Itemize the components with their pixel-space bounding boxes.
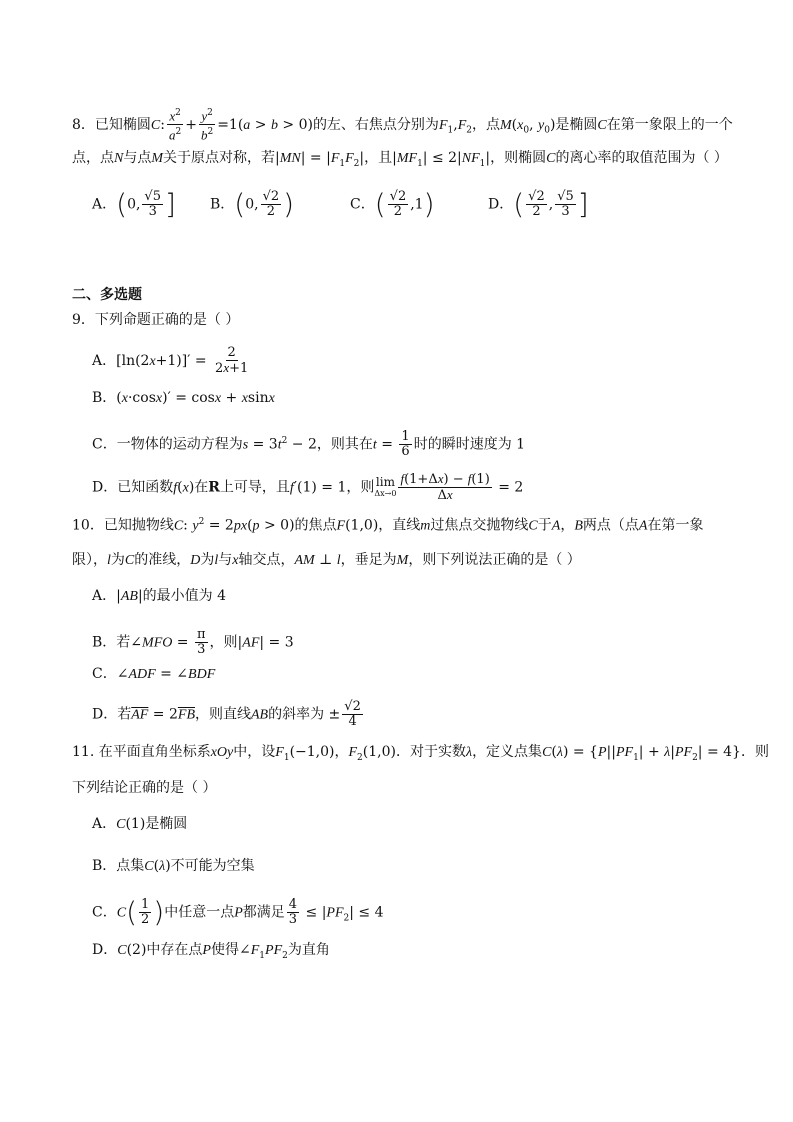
q10-line1: 10．已知抛物线C: $y^2 = 2px(p > 0)$的焦点F(1,0)，直线m过焦点交抛物线C于A，B两点（点A在第一象 — [72, 517, 704, 534]
q8-line2: 点，点N与点M关于原点对称，若$|MN| = |F_1F_2|$，且$|MF_1| \le 2|NF_1|$，则椭圆C的离心率的取值范围为（ ） — [72, 150, 728, 169]
q8-line1: 8．已知椭圆C: $\frac{x^2}{a^2}$ + $\frac{y^2}{b^2}$ =1(a > b > 0)的左、右焦点分别为$F_1,F_2$，点$M(x_0$, $y_0$)是椭圆C在第一象限上的一个 — [72, 108, 733, 143]
q11-option-c: C．C( $\frac{1}{2}$ )中任意一点P都满足 $\frac{4}{3}$ ≤ $|PF_2| \le 4$ — [92, 895, 384, 929]
section-heading: 二、多选题 — [72, 287, 142, 303]
q9-option-b: B．(x·cosx)′ = cosx + xsinx — [92, 390, 275, 406]
q8-option-c: C．( $\frac{√2}{2}$ ,1) — [350, 187, 435, 221]
q10-option-b: B．若∠MFO = $\frac{\pi}{3}$ ，则|AF| = 3 — [92, 627, 294, 657]
q9-stem: 9．下列命题正确的是（ ） — [72, 312, 240, 328]
q9-option-a: A．[ln(2x+1)]′ = $\frac{2}{2x+1}$ — [92, 345, 249, 376]
q11-option-a: A．C(1)是椭圆 — [92, 816, 188, 832]
q9-option-c: C．一物体的运动方程为$s = 3t^2 - 2$，则其在t = $\frac{1}{6}$ 时的瞬时速度为 1 — [92, 429, 526, 459]
q10-option-d: D．若$\overline{AF} = 2\overline{FB}$，则直线AB的斜率为 ± $\frac{√2}{4}$ — [92, 699, 361, 729]
q11-option-b: B．点集C(λ)不可能为空集 — [92, 858, 255, 874]
q11-line1: 11. 在平面直角坐标系xOy中，设$F_1(-1,0)$，$F_2(1,0)$．对于实数λ，定义点集$C(\lambda) = \{P||PF_1| + \lambda|PF_2| = 4\}$．则 — [72, 744, 769, 763]
q8-option-d: D．( $\frac{√2}{2}$ , $\frac{√5}{3}$ ] — [488, 187, 589, 221]
q11-line2: 下列结论正确的是（ ） — [72, 780, 217, 796]
q10-option-a: A．|AB|的最小值为 4 — [92, 588, 227, 604]
q9-option-d: D．已知函数f(x)在R上可导，且f′(1) = 1，则 lim Δx→0 $\frac{f(1+\Delta x) - f(1)}{\Delta x}$ = 2 — [92, 471, 524, 503]
q11-option-d: D．C(2)中存在点P使得$\angle F_1PF_2$为直角 — [92, 942, 330, 961]
q8-option-b: B．(0, $\frac{√2}{2}$ ) — [210, 187, 295, 221]
q10-line2: 限），l为C的准线，D为l与x轴交点，AM ⊥ l，垂足为M，则下列说法正确的是（ ） — [72, 552, 581, 568]
q10-option-c: C．∠ADF = ∠BDF — [92, 666, 216, 682]
q8-option-a: A．(0, $\frac{√5}{3}$ ] — [92, 187, 176, 221]
